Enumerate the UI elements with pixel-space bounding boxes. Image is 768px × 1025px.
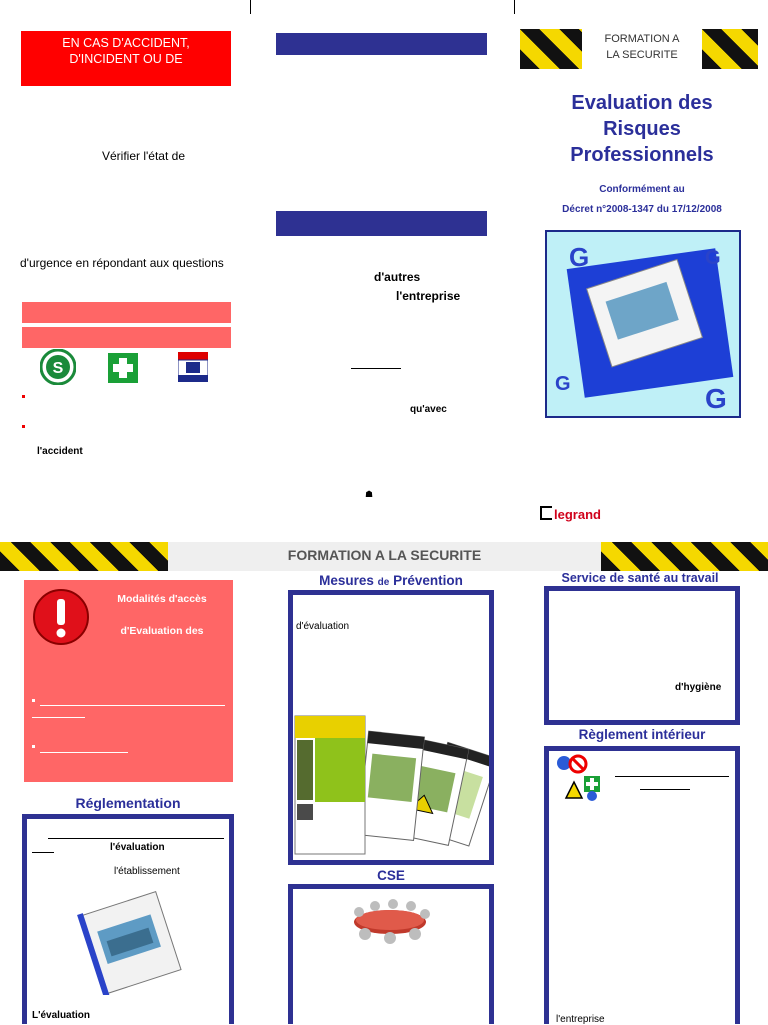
sante-frame (544, 586, 740, 725)
svg-text:G: G (555, 373, 571, 395)
cover-subtitle (532, 180, 752, 220)
heading-part: Prévention (389, 573, 463, 588)
heading-part: Mesures (319, 573, 378, 588)
underline (351, 368, 401, 369)
title-line: Professionnels (570, 144, 714, 166)
fold-mark (514, 0, 515, 14)
bullet (32, 699, 35, 702)
etablissement-text: l'établissement (114, 866, 180, 877)
badge-line: FORMATION A (604, 33, 680, 45)
badge-line: LA SECURITE (606, 49, 678, 61)
underline (40, 705, 225, 706)
document-binder-image (74, 890, 186, 995)
svg-text:G: G (705, 247, 721, 269)
mesures-heading (288, 573, 494, 588)
underline (32, 852, 54, 853)
subtitle-line: Conformément au (599, 184, 685, 195)
legrand-mark-icon (540, 506, 552, 520)
hazard-stripe (601, 542, 768, 571)
navy-header-bar (276, 33, 487, 55)
reglement-entreprise-text: l'entreprise (556, 1014, 605, 1025)
entreprise-text: l'entreprise (396, 289, 461, 303)
svg-text:S: S (52, 360, 64, 377)
heading-part: de (377, 577, 390, 588)
first-aid-logo-icon (40, 349, 76, 385)
underline (640, 789, 690, 790)
underline (615, 776, 729, 777)
title-line: Evaluation des (571, 92, 713, 114)
svg-text:G: G (705, 383, 727, 414)
reglementation-heading: Réglementation (75, 795, 181, 811)
hygiene-text: d'hygiène (675, 682, 722, 693)
underline (40, 752, 128, 753)
hazard-stripe (0, 542, 168, 571)
brand-name: legrand (554, 507, 601, 522)
underline (48, 838, 224, 839)
navy-header-bar (276, 211, 487, 236)
formation-badge (582, 31, 702, 63)
hazard-stripe (702, 29, 758, 69)
banner-title: FORMATION A LA SECURITE (287, 547, 482, 563)
title-line: Risques (603, 118, 681, 140)
cover-title (532, 90, 752, 168)
small-helmet-icon: ☗ (365, 489, 374, 499)
safety-signs-icon (556, 754, 602, 802)
reglement-heading: Règlement intérieur (578, 727, 706, 742)
pompiers-samu-icon (178, 352, 208, 382)
urgency-text: d'urgence en répondant aux questions (20, 256, 224, 270)
legrand-logo (540, 506, 601, 522)
training-booklets-image (293, 712, 489, 860)
accident-text: l'accident (37, 446, 83, 457)
evaluation-bottom-text: L'évaluation (32, 1010, 90, 1021)
salmon-bar (22, 327, 231, 348)
meeting-table-image (345, 896, 435, 946)
hazard-stripe (520, 29, 582, 69)
sante-heading: Service de santé au travail (561, 571, 719, 585)
subtitle-line: Décret n°2008-1347 du 17/12/2008 (562, 204, 722, 215)
cover-illustration (545, 230, 741, 418)
evaluation-text: l'évaluation (110, 842, 165, 853)
access-line: d'Evaluation des (120, 625, 204, 637)
quavec-text: qu'avec (410, 404, 447, 415)
fold-mark (250, 0, 251, 14)
mesures-evaluation-text: d'évaluation (296, 621, 350, 632)
alert-line: D'INCIDENT OU DE (69, 52, 183, 66)
green-cross-icon (108, 353, 138, 383)
svg-text:G: G (569, 242, 590, 272)
warning-icon (32, 588, 90, 646)
accident-alert-box (21, 31, 231, 86)
bullet (22, 425, 25, 428)
verify-text: Vérifier l'état de (102, 149, 185, 163)
cse-heading: CSE (377, 868, 405, 883)
underline (32, 717, 85, 718)
bullet (22, 395, 25, 398)
access-line: Modalités d'accès (117, 593, 207, 605)
alert-line: EN CAS D'ACCIDENT, (62, 36, 190, 50)
bullet (32, 745, 35, 748)
autres-text: d'autres (374, 270, 421, 284)
salmon-bar (22, 302, 231, 323)
